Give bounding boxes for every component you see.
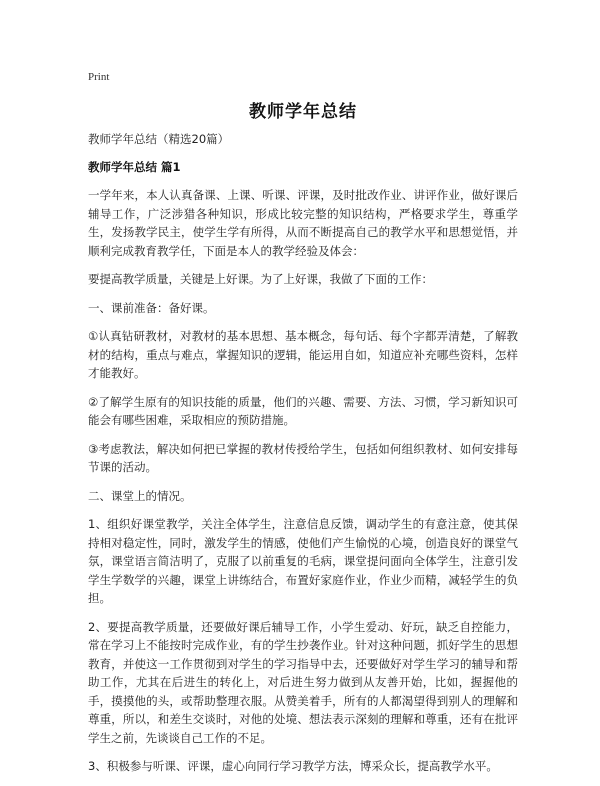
document-title: 教师学年总结 (249, 102, 357, 122)
paragraph-item-2: ②了解学生原有的知识技能的质量，他们的兴趣、需要、方法、习惯，学习新知识可能会有哪些困难，采取相应的预防措施。 (88, 394, 518, 427)
paragraph-item-1: ①认真钻研教材，对教材的基本思想、基本概念，每句话、每个字都弄清楚，了解教材的结构，重点与难点，掌握知识的逻辑，能运用自如，知道应补充哪些资料，怎样才能教好。 (88, 329, 518, 380)
document-subtitle: 教师学年总结（精选20篇） (88, 132, 230, 146)
print-link[interactable]: Print (88, 71, 110, 83)
paragraph-heading-preparation: 一、课前准备：备好课。 (88, 300, 215, 315)
paragraph-heading-classroom: 二、课堂上的情况。 (88, 488, 192, 503)
paragraph-classroom-2: 2、要提高教学质量，还要做好课后辅导工作，小学生爱动、好玩，缺乏自控能力，常在学习上不能按时完成作业，有的学生抄袭作业。针对这种问题，抓好学生的思想教育，并使这一工作贯彻到对学生的学习指导中去，还要做好对学生学习的辅导和帮助工作，尤其在后进生的转化上，对后进生努力做到从友善开始，比如，握握他的手，摸摸他的头，或帮助整理衣服。从赞美着手，所有的人都渴望得到别人的理解和尊重，所以，和差生交谈时，对他的处境、想法表示深刻的理解和尊重，还有在批评学生之前，先谈谈自己工作的不足。 (88, 619, 518, 745)
paragraph-item-3: ③考虑教法，解决如何把已掌握的教材传授给学生，包括如何组织教材、如何安排每节课的活动。 (88, 441, 518, 474)
paragraph-classroom-3: 3、积极参与听课、评课，虚心向同行学习教学方法，博采众长，提高教学水平。 (88, 759, 498, 773)
paragraph-intro: 一学年来，本人认真备课、上课、听课、评课，及时批改作业、讲评作业，做好课后辅导工作，广泛涉猎各种知识，形成比较完整的知识结构，严格要求学生，尊重学生，发扬教学民主，使学生学有所得，从而不断提高自己的教学水平和思想觉悟，并顺利完成教育教学任，下面是本人的教学经验及体会： (88, 188, 518, 258)
section-heading: 教师学年总结 篇1 (88, 160, 181, 174)
paragraph-key-point: 要提高教学质量，关键是上好课。为了上好课，我做了下面的工作： (88, 272, 433, 286)
document-body (88, 186, 518, 786)
paragraph-classroom-1: 1、组织好课堂教学，关注全体学生，注意信息反馈，调动学生的有意注意，使其保持相对稳定性，同时，激发学生的情感，使他们产生愉悦的心境，创造良好的课堂气氛，课堂语言简洁明了，克服了以前重复的毛病，课堂提问面向全体学生，注意引发学生学数学的兴趣，课堂上讲练结合，布置好家庭作业，作业少而精，减轻学生的负担。 (88, 517, 518, 605)
